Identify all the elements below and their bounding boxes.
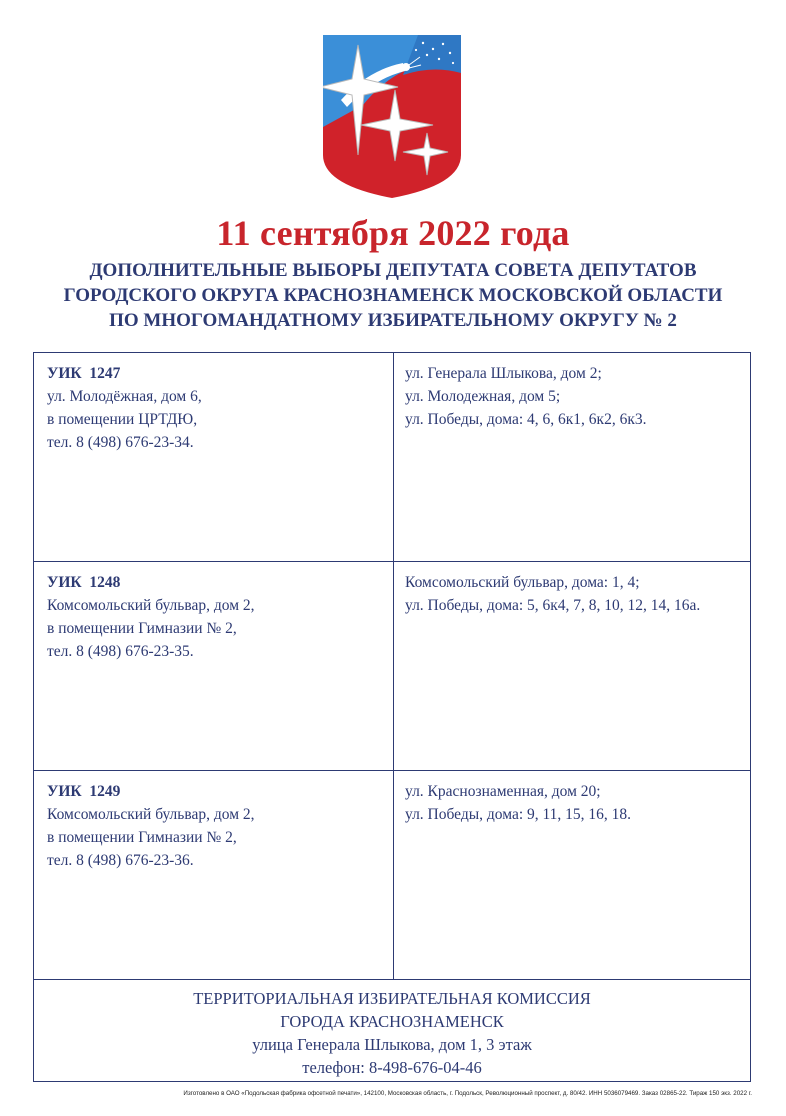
address-line: в помещении Гимназии № 2,: [47, 829, 237, 846]
precincts-table: [33, 352, 751, 1082]
area-line: ул. Генерала Шлыкова, дом 2;: [405, 365, 602, 382]
krasnoznamensk-coat-of-arms-icon: [323, 35, 461, 198]
precinct-area-cell: [394, 562, 750, 779]
print-imprint: Изготовлено в ОАО «Подольская фабрика офсетной печати», 142100, Московская область, г. Подольск, Революционный проспект, д. 80/42. ИНН 5036079469. Заказ 02865-22. Тираж 150 экз. 2022 г.: [183, 1090, 752, 1097]
phone-line: тел. 8 (498) 676-23-34.: [47, 434, 194, 451]
commission-phone: телефон: 8-498-676-04-46: [302, 1058, 482, 1077]
title-line: ДОПОЛНИТЕЛЬНЫЕ ВЫБОРЫ ДЕПУТАТА СОВЕТА ДЕПУТАТОВ: [89, 260, 697, 281]
commission-name: ТЕРРИТОРИАЛЬНАЯ ИЗБИРАТЕЛЬНАЯ КОМИССИЯ: [193, 989, 591, 1008]
election-title: [0, 258, 786, 333]
area-line: ул. Победы, дома: 9, 11, 15, 16, 18.: [405, 806, 632, 823]
uik-number: УИК 1248: [47, 574, 121, 591]
area-line: ул. Краснознаменная, дом 20;: [405, 783, 601, 800]
precinct-row: [34, 771, 750, 980]
address-line: Комсомольский бульвар, дом 2,: [47, 597, 255, 614]
area-line: Комсомольский бульвар, дома: 1, 4;: [405, 574, 640, 591]
uik-number: УИК 1247: [47, 365, 121, 382]
precinct-area-cell: [394, 353, 750, 570]
title-line: ГОРОДСКОГО ОКРУГА КРАСНОЗНАМЕНСК МОСКОВСКОЙ ОБЛАСТИ: [63, 285, 723, 306]
precinct-address-cell: [34, 771, 394, 979]
uik-number: УИК 1249: [47, 783, 121, 800]
commission-info: [34, 981, 750, 1081]
phone-line: тел. 8 (498) 676-23-36.: [47, 852, 194, 869]
precinct-address-cell: [34, 353, 394, 561]
precinct-row: [34, 353, 750, 562]
precinct-row: [34, 562, 750, 771]
phone-line: тел. 8 (498) 676-23-35.: [47, 643, 194, 660]
commission-city: ГОРОДА КРАСНОЗНАМЕНСК: [280, 1012, 504, 1031]
precinct-area-cell: [394, 771, 750, 988]
title-line: ПО МНОГОМАНДАТНОМУ ИЗБИРАТЕЛЬНОМУ ОКРУГУ № 2: [109, 310, 677, 331]
address-line: Комсомольский бульвар, дом 2,: [47, 806, 255, 823]
area-line: ул. Победы, дома: 4, 6, 6к1, 6к2, 6к3.: [405, 411, 647, 428]
commission-address: улица Генерала Шлыкова, дом 1, 3 этаж: [252, 1035, 532, 1054]
area-line: ул. Молодежная, дом 5;: [405, 388, 561, 405]
address-line: в помещении ЦРТДЮ,: [47, 411, 198, 428]
address-line: ул. Молодёжная, дом 6,: [47, 388, 202, 405]
election-date: 11 сентября 2022 года: [216, 213, 570, 253]
area-line: ул. Победы, дома: 5, 6к4, 7, 8, 10, 12, 14, 16а.: [405, 597, 701, 614]
address-line: в помещении Гимназии № 2,: [47, 620, 237, 637]
precinct-address-cell: [34, 562, 394, 770]
